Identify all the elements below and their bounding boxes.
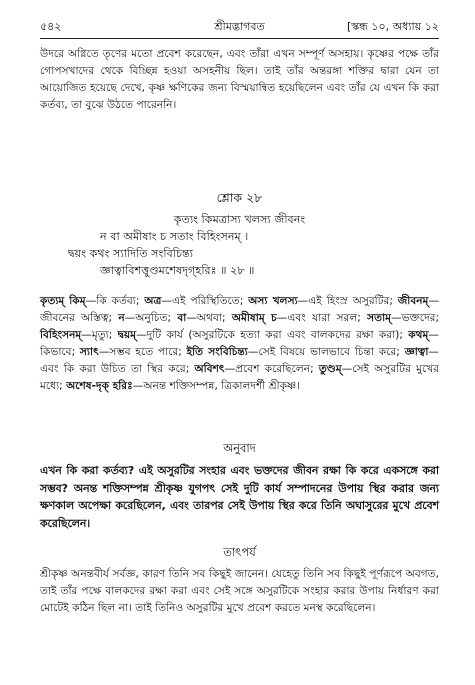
- synonym-meaning: অনন্ত শক্তিসম্পন্ন, ত্রিকালদর্শী শ্রীকৃষ্ণ: [143, 380, 297, 392]
- synonym-term: কৃত্যম্: [40, 295, 65, 307]
- synonym-meaning: এবং কি করা উচিত তা স্থির করে: [40, 363, 186, 375]
- header-divider: [40, 38, 439, 39]
- synonym-meaning: সম্ভব হতে পারে: [109, 346, 179, 358]
- purport-text: শ্রীকৃষ্ণ অনন্তবীর্য সর্বজ্ঞ, কারণ তিনি সব কিছুই জানেন। যেহেতু তিনি সব কিছুই পূর্ণরূপে অবগত, তাই তাঁর পক্ষে বালকদের রক্ষা করা এবং সেই সঙ্গে অসুরটিকে সংহার করার উপায় নির্ধারণ করা মোটেই কঠিন ছিল না। তাই তিনিও অসুরটির মুখে প্রবেশ করতে মনস্থ করেছিলেন।: [40, 568, 439, 614]
- synonym-meaning: জীবনের অস্তিত্ব: [40, 312, 109, 324]
- verse-line-3: দ্বয়ং কথং স্যাদিতি সংবিচিন্ত্য: [68, 247, 193, 260]
- synonym-term: ন: [118, 312, 125, 324]
- chapter-reference: [স্কন্ধ ১০, অধ্যায় ১২: [346, 20, 439, 33]
- verse-line-2: ন বা অমীষাং চ সতাং বিহিংসনম্ ।: [100, 230, 249, 243]
- synonym-meaning: প্রবেশ করেছিলেন: [235, 363, 311, 375]
- synonym-term: দ্বয়ম্: [117, 329, 137, 341]
- intro-paragraph: উদরে অগ্নিতে তৃণের মতো প্রবেশ করেছেন, এবং তাঁরা এখন সম্পূর্ণ অসহায়। কৃষ্ণের পক্ষে তাঁর গোপসখাদের থেকে বিচ্ছিন্ন হওয়া অসহনীয় ছিল। তাই তাঁর অন্তরঙ্গা শক্তির দ্বারা যেন তা আয়োজিত হয়েছে দেখে, কৃষ্ণ ক্ষণিকের জন্য বিস্ময়ান্বিত হয়েছিলেন এবং তাঁর যে এখন কি করা কর্তব্য, তা বুঝে উঠতে পারেননি।: [40, 48, 439, 111]
- synonym-meaning: অনুচিত: [135, 312, 168, 324]
- synonym-term: স্যাৎ: [79, 346, 99, 358]
- synonym-term: তুণ্ডম্: [318, 363, 342, 375]
- synonym-term: জীবনম্: [397, 295, 429, 307]
- synonym-term: অমীষাম্: [231, 312, 265, 324]
- synonym-term: কিম্: [69, 295, 86, 307]
- translation-text: এখন কি করা কর্তব্য? এই অসুরটির সংহার এবং ভক্তদের জীবন রক্ষা কি করে একসঙ্গে করা সম্ভব? অনন্ত শক্তিসম্পন্ন শ্রীকৃষ্ণ যুগপৎ সেই দুটি কার্য সম্পাদনের উপায় স্থির করার জন্য ক্ষণকাল অপেক্ষা করেছিলেন, এবং তারপর সেই উপায় স্থির করে তিনি অঘাসুরের মুখে প্রবেশ করেছিলেন।: [40, 464, 439, 530]
- synonym-meaning: অথবা: [196, 312, 222, 324]
- synonyms-paragraph: কৃত্যম্ কিম্—কি কর্তব্য; অত্র—এই পরিস্থিতিতে; অস্য খলস্য—এই হিংস্র অসুরটির; জীবনম্—জীবনের অস্তিত্ব; ন—অনুচিত; বা—অথবা; অমীষাম্ চ—এবং যারা সরল; সতাম্—ভক্তদের; বিহিংসনম্—মৃত্যু; দ্বয়ম্—দুটি কার্য (অসুরটিকে হত্যা করা এবং বালকদের রক্ষা করা); কথম্—কিভাবে; স্যাৎ—সম্ভব হতে পারে; ইতি সংবিচিন্ত্য—সেই বিষয়ে ভালভাবে চিন্তা করে; জ্ঞাত্বা—এবং কি করা উচিত তা স্থির করে; অবিশৎ—প্রবেশ করেছিলেন; তুণ্ডম্—সেই অসুরটির মুখের মধ্যে; অশেষ-দৃক্ হরিঃ—অনন্ত শক্তিসম্পন্ন, ত্রিকালদর্শী শ্রীকৃষ্ণ।: [40, 295, 440, 392]
- synonym-meaning: কি কর্তব্য: [96, 295, 136, 307]
- synonym-meaning: সেই বিষয়ে ভালভাবে চিন্তা করে: [258, 346, 397, 358]
- verse-line-4: জ্ঞাত্বাবিশত্তুণ্ডমশেষদৃগ্‌হরিঃ ॥ ২৮ ॥: [100, 264, 255, 277]
- synonym-meaning: এই পরিস্থিতিতে: [171, 295, 240, 307]
- book-title: শ্রীমদ্ভাগবত: [214, 20, 265, 33]
- synonym-meaning: এই হিংস্র অসুরটির: [308, 295, 390, 307]
- purport-heading: তাৎপর্য: [223, 545, 256, 559]
- synonym-meaning: এবং যারা সরল: [287, 312, 358, 324]
- synonym-term: সতাম্: [367, 312, 392, 324]
- synonym-term: অবিশৎ: [194, 363, 225, 375]
- synonym-term: জ্ঞাত্বা: [404, 346, 429, 358]
- synonym-meaning: কিভাবে: [40, 346, 72, 358]
- synonym-term: ইতি সংবিচিন্ত্য: [186, 346, 248, 358]
- synonym-term: বিহিংসনম্: [40, 329, 82, 341]
- synonym-meaning: ভক্তদের: [401, 312, 436, 324]
- synonym-term: কথম্: [408, 329, 429, 341]
- page-number: ৫৪২: [40, 20, 62, 33]
- synonym-meaning: সেই অসুরটির মুখের মধ্যে: [40, 363, 440, 392]
- synonym-term: অস্য খলস্য: [248, 295, 298, 307]
- synonym-term: চ: [271, 312, 277, 324]
- translation-heading: অনুবাদ: [223, 441, 256, 455]
- verse-number: শ্লোক ২৮: [216, 190, 263, 205]
- page-header: [40, 18, 439, 34]
- synonym-term: বা: [177, 312, 187, 324]
- verse-line-1: কৃত্যং কিমত্রাস্য খলস্য জীবনং: [173, 213, 306, 226]
- synonym-meaning: মৃত্যু: [91, 329, 109, 341]
- synonym-term: অত্র: [144, 295, 162, 307]
- synonym-meaning: দুটি কার্য (অসুরটিকে হত্যা করা এবং বালকদের রক্ষা করা): [146, 329, 400, 341]
- synonym-term: অশেষ-দৃক্ হরিঃ: [66, 380, 133, 392]
